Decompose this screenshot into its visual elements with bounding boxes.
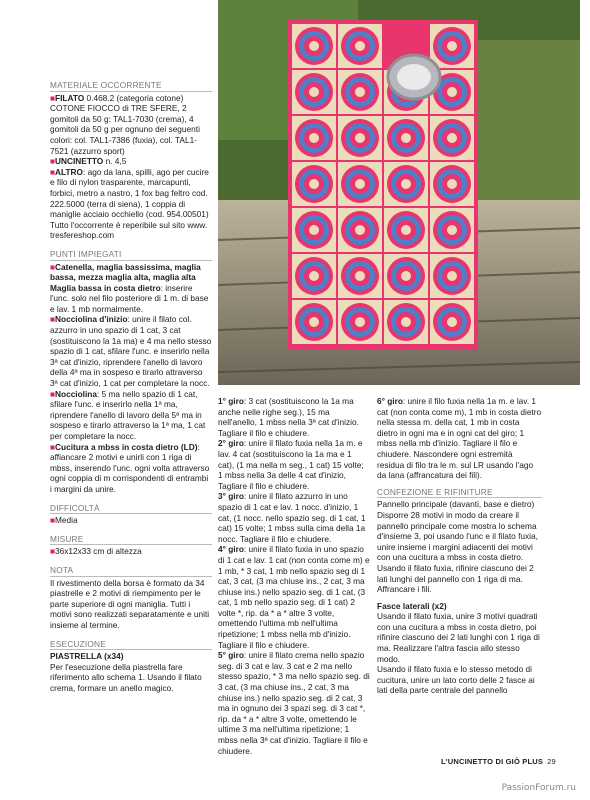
bullet-square-icon: ■ [50, 388, 56, 399]
divider [377, 497, 542, 498]
granny-square-tile [292, 70, 336, 114]
size-heading: MISURE [50, 533, 84, 544]
divider [50, 513, 212, 514]
round-4: 4° giro: unire il filato fuxia in uno spazio di 1 cat e lav. 1 cat (non conta come m) e 1 mb, * 3 cat, 1 mb nello spazio seg di 1 cat, 3 cat, (3 ma chiuse ins., 2 cat, 3 ma chiuse ins.) nello spazio seg. di 1 cat, (3 cat, 1 mb nello spazio seg. di 1 cat) 2 volte *, rip. da * a * altre 3 volte, omettendo l'ultima mb nell'ultima ripetizione; 1 mbss nella mb d'inizio. Tagliare il filo e chiudere. [218, 544, 370, 650]
granny-square-tile [338, 116, 382, 160]
granny-square-tile [430, 116, 474, 160]
filato-item [50, 93, 212, 157]
round-3: 3° giro: unire il filato azzurro in uno spazio di 1 cat e lav. 1 nocc. d'inizio, 1 cat, (1 nocc. nello spazio seg. di 1 cat, 1 cat) 15 volte; 1 mbss sulla cima della 1a nocc. Tagliare il filo e chiudere. [218, 491, 366, 544]
filato-label: FILATO [55, 92, 85, 103]
bullet-square-icon: ■ [50, 546, 56, 557]
filato-text: 0.468.2 (categoria cotone) COTONE FIOCCO di TRE SFERE, 2 gomitoli da 50 g: TAL1-7030 (crema), 4 gomitoli da 50 g per ognuno dei seguenti colori: col. TAL1-7386 (fuxia), col. TAL1-7521 (azzurro sport) [50, 92, 200, 156]
granny-square-tile [292, 24, 336, 68]
bullet-square-icon: ■ [50, 156, 56, 167]
granny-square-tile [338, 300, 382, 344]
granny-square-tile [384, 162, 428, 206]
granny-square-tile [292, 116, 336, 160]
granny-square-tile [384, 254, 428, 298]
round-2: 2° giro: unire il filato fuxia nella 1a m. e lav. 4 cat (sostituiscono la 1a ma e 1 cat), (1 ma nella m seg., 1 cat) 15 volte; 1 mbss nella 3a delle 4 cat d'inizio, Tagliare il filo e chiudere. [218, 438, 364, 491]
granny-square-tile [338, 70, 382, 114]
page-number: 29 [547, 757, 556, 766]
granny-square-tile [338, 162, 382, 206]
side-bands-description: Usando il filato fuxia, unire 3 motivi quadrati con una cucitura a mbss in costa dietro, poi rifinire ciascuno dei 2 lati lunghi con 1 riga di ma. Realizzare l'altra fascia allo stesso modo. [377, 611, 540, 664]
side-bands-heading: Fasce laterali (x2) [377, 600, 447, 611]
granny-square-tile [384, 300, 428, 344]
materials-heading: MATERIALE OCCORRENTE [50, 80, 162, 90]
bullet-square-icon: ■ [50, 314, 56, 325]
granny-square-tile [430, 254, 474, 298]
granny-square-tile [292, 162, 336, 206]
panel-title: Pannello principale (davanti, base e dietro) [377, 499, 535, 510]
stitch-label: Nocciolina [55, 388, 97, 399]
granny-square-tile [292, 254, 336, 298]
bullet-square-icon: ■ [50, 92, 56, 103]
granny-square-tile [384, 208, 428, 252]
stitch-text: : inserire l'unc. solo nel filo posteriore di 1 m. di base e lav. 1 mb normalmente. [50, 282, 209, 314]
bullet-square-icon: ■ [50, 166, 56, 177]
granny-square-tile [338, 254, 382, 298]
altro-label: ALTRO [55, 166, 83, 177]
stitch-label: Cucitura a mbss in costa dietro (LD) [55, 441, 198, 452]
stitch-label: Maglia bassa in costa dietro [50, 282, 161, 293]
stitch-label: Catenella, maglia bassissima, maglia bassa, mezza maglia alta, maglia alta [50, 261, 201, 283]
stitch-item [50, 283, 212, 315]
instructions-column-right [377, 396, 542, 696]
stitch-label: Nocciolina d'inizio [55, 314, 128, 325]
product-photo [218, 0, 580, 385]
granny-square-tile [430, 24, 474, 68]
divider [50, 260, 212, 261]
altro-text: : ago da lana, spilli, ago per cucire e filo di nylon trasparente, marcapunti, forbici, metro a nastro, 1 fox bag feltro cod. 222.5000 (terra di siena), 1 coppia di maniglie acciaio occhiello (cod. 954.00501) Tutto l'occorrente è reperibile sul sito www. tresfereshop.com [50, 166, 209, 241]
granny-square-tile [292, 300, 336, 344]
round-6: 6° giro: unire il filo fuxia nella 1a m. e lav. 1 cat (non conta come m), 1 mb in costa dietro nella stessa m. della cat, 1 mb in costa dietro in ogni ma e in ogni cat del giro; 1 mbss nella mb d'inizio. Tagliare il filo e chiudere. Nascondere ogni estremità residua di filo tra le m. sul LR usando l'ago da lana (affrancatura dei fili). [377, 396, 542, 481]
granny-square-tile [338, 208, 382, 252]
uncinetto-label: UNCINETTO [55, 156, 104, 167]
stitch-text: : 5 ma nello spazio di 1 cat, sfilare l'unc. e inserirlo nella 1ª ma, riprendere l'anello di lavoro della 5ª ma in sospeso e tirarlo attraverso la 1ª ma, 1 cat per completare la nocc. [50, 388, 206, 441]
round-1: 1° giro: 3 cat (sostituiscono la 1a ma anche nelle righe seg.), 15 ma nell'anello, 1 mbss nella 3ª cat d'inizio. Tagliare il filo e chiudere. [218, 396, 359, 438]
note-text: Il rivestimento della borsa è formato da 34 piastrelle e 2 motivi di riempimento per le parte superiore di ogni maniglia. Tutti i motivi sono realizzati separatamente e uniti insieme al termine. [50, 577, 210, 630]
execution-text: Per l'esecuzione della piastrella fare riferimento allo schema 1. Usando il filato crema, formare un anello magico. [50, 661, 202, 693]
granny-square-tile [430, 300, 474, 344]
divider [50, 544, 212, 545]
stitch-text: : unire il filato col. azzurro in uno spazio di 1 cat, 3 cat (sostituiscono la 1a ma) e 4 ma nello stesso spazio di 1 cat, sfilare l'unc. e inserirlo nella 3ª cat d'inizio, riprendere l'anello di lavoro della 4ª ma in sospeso e tirarlo attraverso 3ª cat d'inizio, 1 cat per completare la nocc. [50, 314, 212, 389]
granny-square-tile [338, 24, 382, 68]
crochet-bag-illustration [218, 0, 580, 385]
stitch-item [50, 262, 212, 283]
finishing-heading: CONFEZIONE E RIFINITURE [377, 486, 493, 497]
bullet-square-icon: ■ [50, 441, 56, 452]
magazine-name: L'UNCINETTO DI GIÒ PLUS [441, 757, 544, 766]
panel-description: Disporre 28 motivi in modo da creare il pannello principale come mostra lo schema d'insieme 3, poi usando l'unc e il filato fuxia, unire insieme i margini adiacenti dei motivi con una cucitura a mbss in costa dietro. [377, 509, 538, 563]
granny-square-tile [430, 162, 474, 206]
stitch-item [50, 389, 212, 442]
execution-subheading: PIASTRELLA (x34) [50, 651, 124, 662]
execution-heading: ESECUZIONE [50, 638, 106, 649]
bullet-square-icon: ■ [50, 515, 56, 526]
size-value: ■36x12x33 cm di altezza [50, 546, 142, 557]
stitch-item [50, 314, 212, 388]
note-heading: NOTA [50, 564, 74, 575]
round-5: 5° giro: unire il filato crema nello spazio seg. di 3 cat e lav. 3 cat e 2 ma nello stesso spazio, * 3 ma nello spazio seg. di 3 cat, (3 ma chiuse ins., 2 cat, 3 ma chiuse ins.) nello spazio seg. di 2 cat, 3 ma in ognuno dei 3 spazi seg. di 3 cat *, rip. da * a * altre 3 volte, omettendo le ultime 3 ma nell'ultima ripetizione; 1 mbss nella 3ª cat d'inizio. Tagliare il filo e chiudere. [218, 650, 370, 756]
granny-square-tile [384, 116, 428, 160]
divider [50, 576, 212, 577]
bullet-square-icon: ■ [50, 261, 56, 272]
panel-description-2: Usando il filato fuxia, rifinire ciascuno dei 2 lati lunghi del pannello con 1 riga di ma. Affrancare i fili. [377, 562, 534, 595]
side-bands-description-2: Usando il filato fuxia e lo stesso metodo di cucitura, unire un lato corto delle 2 fasce ai lati della parte centrale del pannello [377, 664, 535, 696]
divider [50, 91, 212, 92]
instructions-column-middle [218, 396, 370, 756]
watermark: PassionForum.ru [501, 783, 576, 793]
uncinetto-item [50, 156, 212, 167]
uncinetto-text: n. 4,5 [105, 156, 127, 167]
stitch-text: : affiancare 2 motivi e unirli con 1 riga di mbss, inserendo l'unc. ogni volta attraverso ogni coppia di m corrispondenti di entrambi i margini da unire. [50, 441, 210, 494]
page-footer [441, 757, 556, 766]
granny-square-tile [430, 208, 474, 252]
stitches-heading: PUNTI IMPIEGATI [50, 248, 122, 259]
granny-square-tile [292, 208, 336, 252]
divider [50, 649, 212, 650]
difficulty-value: ■Media [50, 515, 78, 526]
sidebar-materials [50, 80, 212, 693]
altro-item [50, 167, 212, 241]
difficulty-heading: DIFFICOLTÀ [50, 502, 100, 513]
stitch-item [50, 442, 212, 495]
